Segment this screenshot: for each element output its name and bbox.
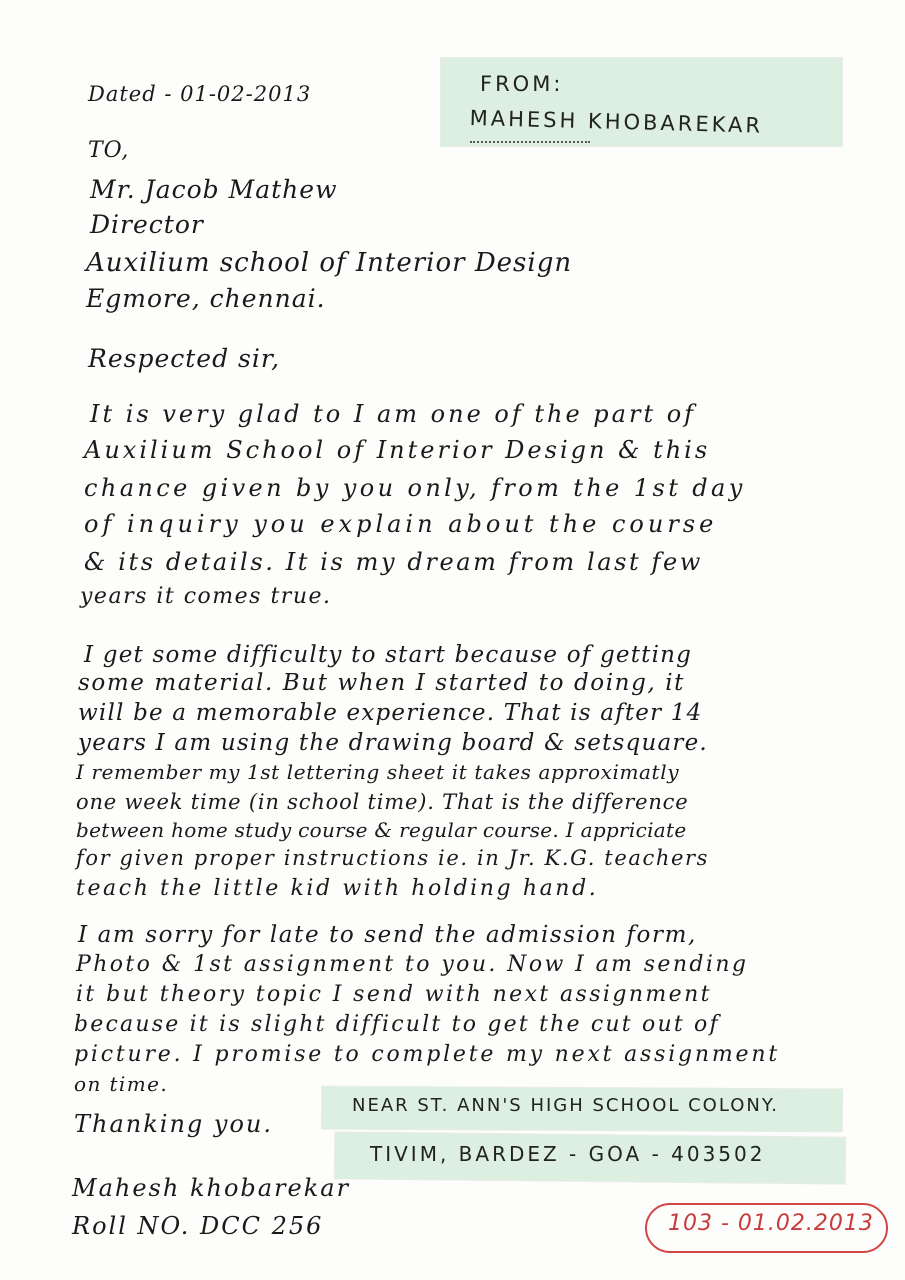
paragraph-line: picture. I promise to complete my next assignment [74,1042,780,1067]
paragraph-line: one week time (in school time). That is the difference [76,790,689,814]
recipient-organization: Auxilium school of Interior Design [86,248,573,278]
from-heading: FROM: [480,72,564,96]
salutation: Respected sir, [88,344,281,373]
address-line-1: NEAR ST. ANN'S HIGH SCHOOL COLONY. [352,1095,779,1116]
paragraph-line: & its details. It is my dream from last few [84,548,703,576]
paragraph-line: on time. [74,1072,169,1096]
paragraph-line: between home study course & regular course. I appriciate [76,818,687,842]
received-stamp-text: 103 - 01.02.2013 [668,1211,874,1236]
closing: Thanking you. [74,1110,273,1138]
paragraph-line: I am sorry for late to send the admission form, [78,922,697,948]
recipient-name: Mr. Jacob Mathew [90,175,338,204]
paragraph-line: chance given by you only, from the 1st day [84,474,746,502]
paragraph-line: It is very glad to I am one of the part of [90,400,697,428]
address-line-2: TIVIM, BARDEZ - GOA - 403502 [370,1142,766,1166]
paragraph-line: years I am using the drawing board & setsquare. [78,730,708,756]
paragraph-line: of inquiry you explain about the course [84,510,718,538]
label-cut-edge [470,141,590,147]
paragraph-line: teach the little kid with holding hand. [76,876,599,901]
paragraph-line: it but theory topic I send with next assignment [76,982,712,1007]
paragraph-line: because it is slight difficult to get the cut out of [74,1012,720,1037]
paragraph-line: I get some difficulty to start because of getting [84,642,693,668]
paragraph-line: Photo & 1st assignment to you. Now I am sending [76,952,749,977]
recipient-title: Director [90,210,204,239]
paragraph-line: some material. But when I started to doing, it [78,670,686,696]
paragraph-line: years it comes true. [80,584,332,609]
sender-name: MAHESH KHOBAREKAR [469,106,764,138]
roll-number: Roll NO. DCC 256 [72,1212,324,1240]
paragraph-line: will be a memorable experience. That is after 14 [78,700,703,726]
paragraph-line: I remember my 1st lettering sheet it takes approximatly [76,760,680,784]
recipient-location: Egmore, chennai. [86,284,326,313]
letter-date: Dated - 01-02-2013 [88,82,312,106]
paragraph-line: for given proper instructions ie. in Jr. K.G. teachers [76,846,710,870]
to-heading: TO, [88,138,130,163]
signature-name: Mahesh khobarekar [72,1174,351,1202]
paragraph-line: Auxilium School of Interior Design & this [84,436,711,464]
